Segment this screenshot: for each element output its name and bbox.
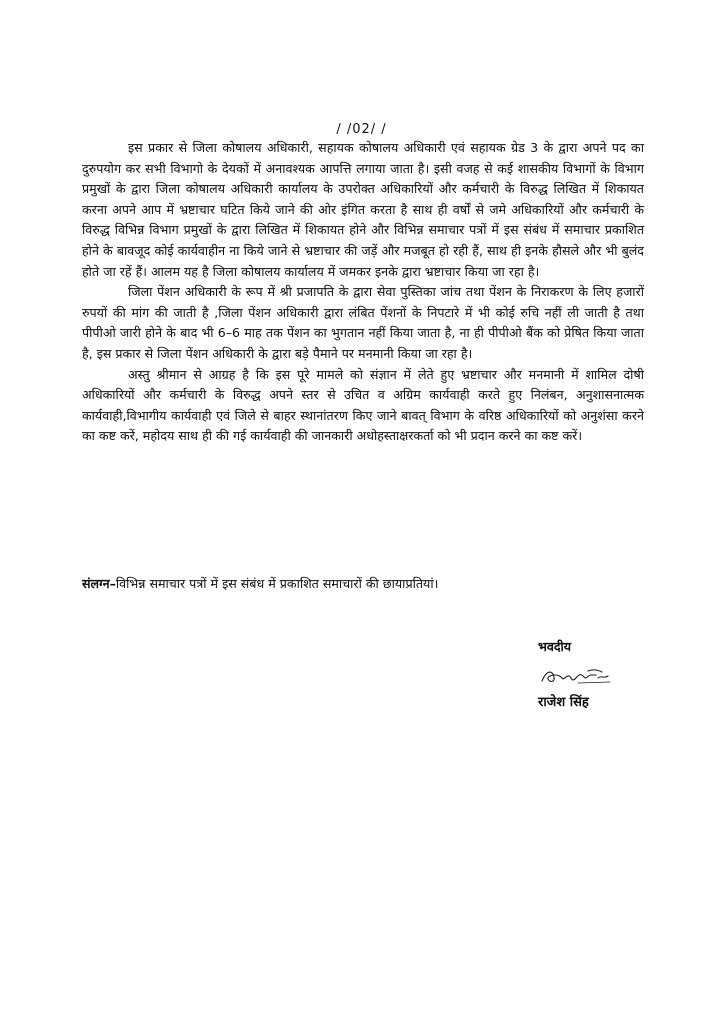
signer-name: राजेश सिंह	[538, 695, 589, 710]
valediction: भवदीय	[538, 639, 572, 654]
enclosure-text: विभिन्न समाचार पत्रों में इस संबंध में प्रकाशित समाचारों की छायाप्रतियां।	[115, 576, 439, 591]
enclosure-line	[82, 574, 682, 594]
letter-body	[82, 138, 644, 447]
signature-icon	[538, 663, 628, 689]
paragraph-3: अस्तु श्रीमान से आग्रह है कि इस पूरे मामले को संज्ञान में लेते हुए भ्रष्टाचार और मनमानी में शामिल दोषी अधिकारियों और कर्मचारी के विरुद्ध अपने स्तर से उचित व अग्रिम कार्यवाही करते हुए निलंबन, अनुशासनात्मक कार्यवाही,विभागीय कार्यवाही एवं जिले से बाहर स्थानांतरण किए जाने बावत् विभाग के वरिष्ठ अधिकारियों को अनुशंसा करने का कष्ट करें, महोदय साथ ही की गई कार्यवाही की जानकारी अधोहस्ताक्षरकर्ता को भी प्रदान करने का कष्ट करें।	[82, 366, 644, 444]
enclosure-label: संलग्न–	[82, 576, 116, 591]
paragraph-1: इस प्रकार से जिला कोषालय अधिकारी, सहायक कोषालय अधिकारी एवं सहायक ग्रेड 3 के द्वारा अपने पद का दुरुपयोग कर सभी विभागो के देयकों में अनावश्यक आपत्ति लगाया जाता है। इसी वजह से कई शासकीय विभागों के विभाग प्रमुखों के द्वारा जिला कोषालय अधिकारी कार्यालय के उपरोक्त अधिकारियों और कर्मचारी के विरुद्ध लिखित में शिकायत करना अपने आप में भ्रष्टाचार घटित किये जाने की ओर इंगित करता है साथ ही वर्षों से जमे अधिकारियों और कर्मचारी के विरुद्ध विभिन्न विभाग प्रमुखों के द्वारा लिखित में शिकायत होने और विभिन्न समाचार पत्रों में इस संबंध में समाचार प्रकाशित होने के बावजूद कोई कार्यवाहीन ना किये जाने से भ्रष्टाचार की जड़ें और मजबूत हो रही हैं, साथ ही इनके हौसले और भी बुलंद होते जा रहें हैं। आलम यह है जिला कोषालय कार्यालय में जमकर इनके द्वारा भ्रष्टाचार किया जा रहा है।	[82, 140, 644, 279]
closing-block	[538, 638, 658, 710]
paragraph-2: जिला पेंशन अधिकारी के रूप में श्री प्रजापति के द्वारा सेवा पुस्तिका जांच तथा पेंशन के निराकरण के लिए हजारों रुपयों की मांग की जाती है ,जिला पेंशन अधिकारी द्वारा लंबित पेंशनों के निपटारे में भी कोई रुचि नहीं ली जाती है तथा पीपीओ जारी होने के बाद भी 6–6 माह तक पेंशन का भुगतान नहीं किया जाता है, ना ही पीपीओ बैंक को प्रेषित किया जाता है, इस प्रकार से जिला पेंशन अधिकारी के द्वारा बड़े पैमाने पर मनमानी किया जा रहा है।	[82, 284, 644, 361]
page-number: / /02/ /	[336, 122, 387, 137]
